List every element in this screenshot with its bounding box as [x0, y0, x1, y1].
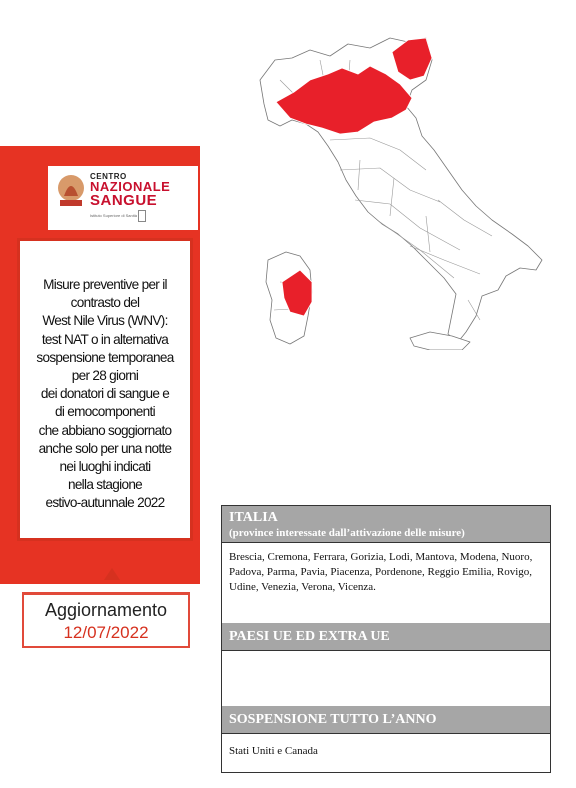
update-date: 12/07/2022: [63, 623, 149, 642]
measures-text: Misure preventive per il contrasto del West Nile Virus (WNV): test NAT o in alternativa sospensione temporanea per 28 giorni dei donatori di sangue e di emocomponenti che abbiano soggiornato anche solo per una notte nei luoghi indicati nella stagione estivo-autunnale 2022: [36, 277, 174, 511]
update-box: [22, 592, 190, 648]
iss-seal-icon: [138, 210, 146, 222]
italy-province-map: [230, 20, 560, 350]
year-round-title: SOSPENSIONE TUTTO L’ANNO: [229, 712, 437, 727]
logo-text-sangue: SANGUE: [90, 192, 158, 209]
italia-header: [222, 506, 550, 542]
ue-header: [222, 623, 550, 650]
year-round-content: Stati Uniti e Canada: [229, 745, 318, 757]
divider: [222, 650, 550, 651]
province-list: Brescia, Cremona, Ferrara, Gorizia, Lodi, Mantova, Modena, Nuoro, Padova, Parma, Pavia, Piacenza, Pordenone, Reggio Emilia, Rovigo, Udine, Venezia, Verona, Vicenza.: [229, 551, 533, 593]
cns-logo: [48, 166, 198, 230]
divider: [222, 542, 550, 543]
italia-subtitle: (province interessate dall’attivazione delle misure): [229, 527, 465, 539]
italia-title: ITALIA: [229, 510, 278, 525]
measures-box: [17, 238, 193, 541]
ue-title: PAESI UE ED EXTRA UE: [229, 629, 390, 644]
logo-text-nazionale: NAZIONALE: [90, 179, 171, 194]
logo-subtitle: Istituto Superiore di Sanità: [90, 213, 137, 218]
logo-text-centro: CENTRO: [90, 172, 127, 181]
blood-drop-emblem-icon: [56, 170, 86, 210]
update-label: Aggiornamento: [44, 600, 168, 620]
year-round-header: [222, 706, 550, 733]
callout-pointer: [104, 568, 120, 580]
info-table: [221, 505, 551, 773]
divider: [222, 733, 550, 734]
